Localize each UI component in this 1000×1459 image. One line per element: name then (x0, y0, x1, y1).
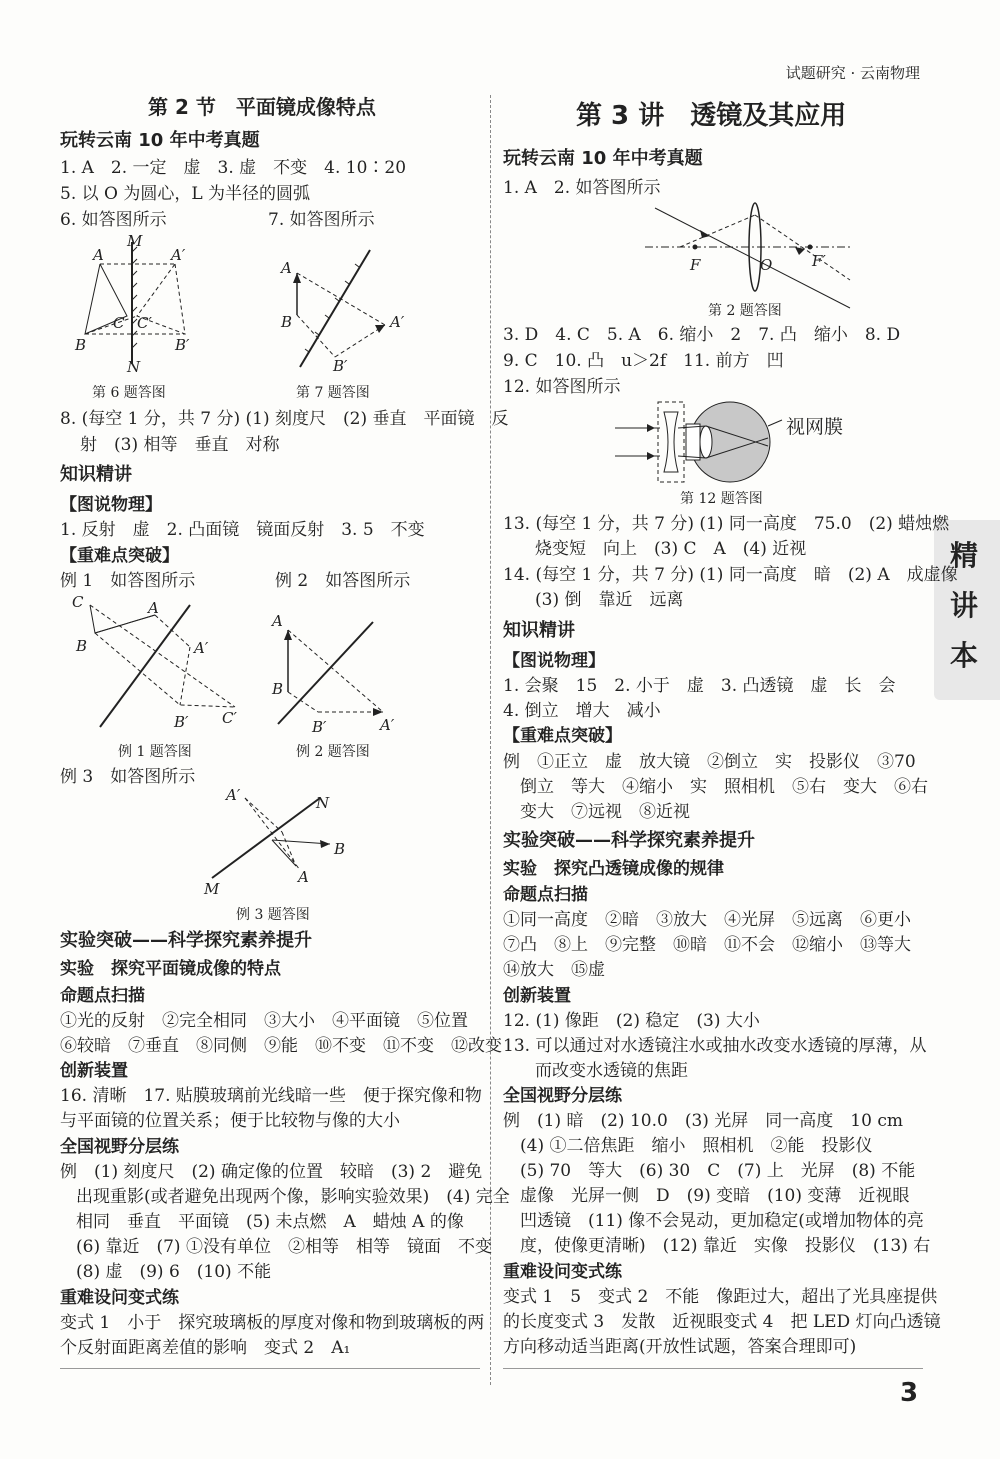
subheading: 【图说物理】 (60, 495, 162, 515)
subheading: 【图说物理】 (503, 651, 605, 671)
answer-line: 12. (1) 像距 (2) 稳定 (3) 大小 (503, 1011, 760, 1031)
ex1-label: B′ (174, 713, 189, 731)
subheading: 重难设问变式练 (60, 1288, 179, 1308)
fig6-label: M (127, 232, 143, 250)
fig7-label: A (281, 259, 292, 277)
answer-line: 8. (每空 1 分，共 7 分) (1) 刻度尺 (2) 垂直 平面镜 反 (60, 409, 509, 429)
subheading: 命题点扫描 (60, 986, 145, 1006)
subheading: 命题点扫描 (503, 885, 588, 905)
answer-line: 度，使像更清晰) (12) 靠近 实像 投影仪 (13) 右 (520, 1236, 931, 1256)
ex1-label: A′ (194, 639, 209, 657)
fig6-label: A′ (171, 246, 186, 264)
answer-line: 而改变水透镜的焦距 (535, 1061, 688, 1081)
heading: 玩转云南 10 年中考真题 (503, 148, 703, 169)
ex3-label: M (204, 880, 220, 898)
fig2-label: F′ (812, 252, 826, 270)
answer-line: ①光的反射 ②完全相同 ③大小 ④平面镜 ⑤位置 (60, 1011, 468, 1031)
answer-line: 方向移动适当距离(开放性试题，答案合理即可) (503, 1337, 857, 1357)
answer-line: 变式 1 5 变式 2 不能 像距过大，超出了光具座提供 (503, 1287, 938, 1307)
heading: 知识精讲 (503, 620, 575, 641)
answer-line: 9. C 10. 凸 u＞2f 11. 前方 凹 (503, 351, 784, 371)
answer-line: 1. A 2. 如答图所示 (503, 178, 661, 198)
answer-line: 倒立 等大 ④缩小 实 照相机 ⑤右 变大 ⑥右 (520, 777, 928, 797)
subheading: 全国视野分层练 (60, 1137, 179, 1157)
answer-line: 例 3 如答图所示 (60, 767, 196, 787)
answer-line: 12. 如答图所示 (503, 377, 621, 397)
subheading: 创新装置 (503, 986, 571, 1006)
answer-line: 例 ①正立 虚 放大镜 ②倒立 实 投影仪 ③70 (503, 752, 916, 772)
ex1-label: A (148, 599, 159, 617)
answer-line: (4) ①二倍焦距 缩小 照相机 ②能 投影仪 (520, 1136, 873, 1156)
answer-line: ⑦凸 ⑧上 ⑨完整 ⑩暗 ⑪不会 ⑫缩小 ⑬等大 (503, 935, 911, 955)
fig6-label: N (127, 358, 141, 376)
answer-line: 例 1 如答图所示 (60, 571, 196, 591)
example-3-figure (200, 786, 360, 902)
answer-line: ①同一高度 ②暗 ③放大 ④光屏 ⑤远离 ⑥更小 (503, 910, 911, 930)
answer-line: 出现重影(或者避免出现两个像，影响实验效果) (4) 完全 (76, 1187, 510, 1207)
lecture-title: 第 3 讲 透镜及其应用 (576, 101, 847, 131)
answer-line: (6) 靠近 (7) ①没有单位 ②相等 相等 镜面 不变 (76, 1237, 492, 1257)
figure-caption: 第 12 题答图 (680, 491, 763, 507)
answer-line: ⑭放大 ⑮虚 (503, 960, 605, 980)
answer-line: 变大 ⑦远视 ⑧近视 (520, 802, 690, 822)
figure-2 (640, 200, 860, 295)
answer-line: 例 (1) 刻度尺 (2) 确定像的位置 较暗 (3) 2 避免 (60, 1162, 483, 1182)
answer-line: 射 (3) 相等 垂直 对称 (80, 435, 280, 455)
answer-line: 3. D 4. C 5. A 6. 缩小 2 7. 凸 缩小 8. D (503, 325, 901, 345)
ex2-label: B′ (312, 718, 327, 736)
ex3-label: B (334, 840, 346, 858)
footer-rule (503, 1368, 923, 1369)
ex2-label: B (272, 680, 284, 698)
answer-line: 凹透镜 (11) 像不会晃动，更加稳定(或增加物体的亮 (520, 1211, 924, 1231)
page-header: 试题研究 · 云南物理 (785, 64, 920, 82)
heading: 实验突破——科学探究素养提升 (60, 930, 312, 951)
heading: 实验突破——科学探究素养提升 (503, 830, 755, 851)
ex2-label: A′ (380, 716, 395, 734)
ex3-label: A (298, 868, 309, 886)
section-title: 第 2 节 平面镜成像特点 (148, 95, 376, 119)
answer-line: 变式 1 小于 探究玻璃板的厚度对像和物到玻璃板的两 (60, 1313, 485, 1333)
subheading: 【重难点突破】 (503, 726, 622, 746)
fig7-label: A′ (390, 313, 405, 331)
subheading: 【重难点突破】 (60, 546, 179, 566)
side-tab (934, 520, 1000, 700)
answer-line: 与平面镜的位置关系；便于比较物与像的大小 (60, 1111, 400, 1131)
fig6-label: C′ (137, 314, 152, 332)
fig7-label: B′ (333, 357, 348, 375)
answer-line: 烧变短 向上 (3) C A (4) 近视 (535, 539, 807, 559)
figure-caption: 第 2 题答图 (708, 303, 782, 319)
answer-line: 例 (1) 暗 (2) 10.0 (3) 光屏 同一高度 10 cm (503, 1111, 903, 1131)
figure-12 (610, 398, 850, 486)
fig6-label: C (113, 314, 125, 332)
page-number: 3 (900, 1378, 919, 1408)
answer-line: 7. 如答图所示 (268, 210, 375, 230)
subheading: 实验 探究凸透镜成像的规律 (503, 859, 724, 879)
footer-rule (60, 1368, 480, 1369)
figure-7 (275, 245, 415, 375)
example-2-figure (268, 612, 408, 738)
ex1-label: C′ (222, 709, 237, 727)
fig2-label: O (760, 256, 773, 274)
answer-line: (8) 虚 (9) 6 (10) 不能 (76, 1262, 272, 1282)
ex1-label: C (72, 593, 84, 611)
subheading: 实验 探究平面镜成像的特点 (60, 959, 281, 979)
ex3-label: A′ (226, 786, 241, 804)
answer-line: 13. 可以通过对水透镜注水或抽水改变水透镜的厚薄，从 (503, 1036, 927, 1056)
side-tab-char: 讲 (950, 589, 979, 622)
answer-line: 相同 垂直 平面镜 (5) 未点燃 A 蜡烛 A 的像 (76, 1212, 464, 1232)
heading: 玩转云南 10 年中考真题 (60, 130, 260, 151)
answer-line: 5. 以 O 为圆心，L 为半径的圆弧 (60, 184, 311, 204)
fig6-label: B′ (175, 336, 190, 354)
ex2-label: A (272, 612, 283, 630)
subheading: 重难设问变式练 (503, 1262, 622, 1282)
fig7-label: B (281, 313, 293, 331)
side-tab-char: 精 (950, 539, 979, 572)
subheading: 创新装置 (60, 1061, 128, 1081)
ex1-label: B (76, 637, 88, 655)
ex3-label: N (316, 794, 330, 812)
example-1-figure (70, 595, 250, 735)
figure-caption: 第 7 题答图 (296, 385, 370, 401)
answer-line: 1. 会聚 15 2. 小于 虚 3. 凸透镜 虚 长 会 (503, 676, 896, 696)
retina-label: 视网膜 (786, 416, 844, 438)
figure-caption: 第 6 题答图 (92, 385, 166, 401)
figure-caption: 例 1 题答图 (118, 744, 192, 760)
figure-caption: 例 2 题答图 (296, 744, 370, 760)
fig6-label: A (93, 246, 104, 264)
answer-line: (3) 倒 靠近 远离 (535, 590, 684, 610)
answer-line: 虚像 光屏一侧 D (9) 变暗 (10) 变薄 近视眼 (520, 1186, 910, 1206)
answer-line: 的长度变式 3 发散 近视眼变式 4 把 LED 灯向凸透镜 (503, 1312, 941, 1332)
answer-line: 6. 如答图所示 (60, 210, 167, 230)
side-tab-char: 本 (950, 639, 979, 672)
answer-line: 13. (每空 1 分，共 7 分) (1) 同一高度 75.0 (2) 蜡烛燃 (503, 514, 950, 534)
heading: 知识精讲 (60, 464, 132, 485)
answer-line: 16. 清晰 17. 贴膜玻璃前光线暗一些 便于探究像和物 (60, 1086, 482, 1106)
answer-line: 1. 反射 虚 2. 凸面镜 镜面反射 3. 5 不变 (60, 520, 425, 540)
answer-line: 例 2 如答图所示 (275, 571, 411, 591)
answer-line: (5) 70 等大 (6) 30 C (7) 上 光屏 (8) 不能 (520, 1161, 916, 1181)
answer-line: 1. A 2. 一定 虚 3. 虚 不变 4. 10∶20 (60, 158, 407, 178)
fig6-label: B (75, 336, 87, 354)
answer-line: ⑥较暗 ⑦垂直 ⑧同侧 ⑨能 ⑩不变 ⑪不变 ⑫改变 (60, 1036, 502, 1056)
answer-line: 14. (每空 1 分，共 7 分) (1) 同一高度 暗 (2) A 成虚像 (503, 565, 958, 585)
figure-caption: 例 3 题答图 (236, 907, 310, 923)
figure-6 (75, 232, 215, 376)
answer-line: 4. 倒立 增大 减小 (503, 701, 661, 721)
subheading: 全国视野分层练 (503, 1086, 622, 1106)
answer-line: 个反射面距离差值的影响 变式 2 A₁ (60, 1338, 351, 1358)
fig2-label: F (690, 256, 701, 274)
